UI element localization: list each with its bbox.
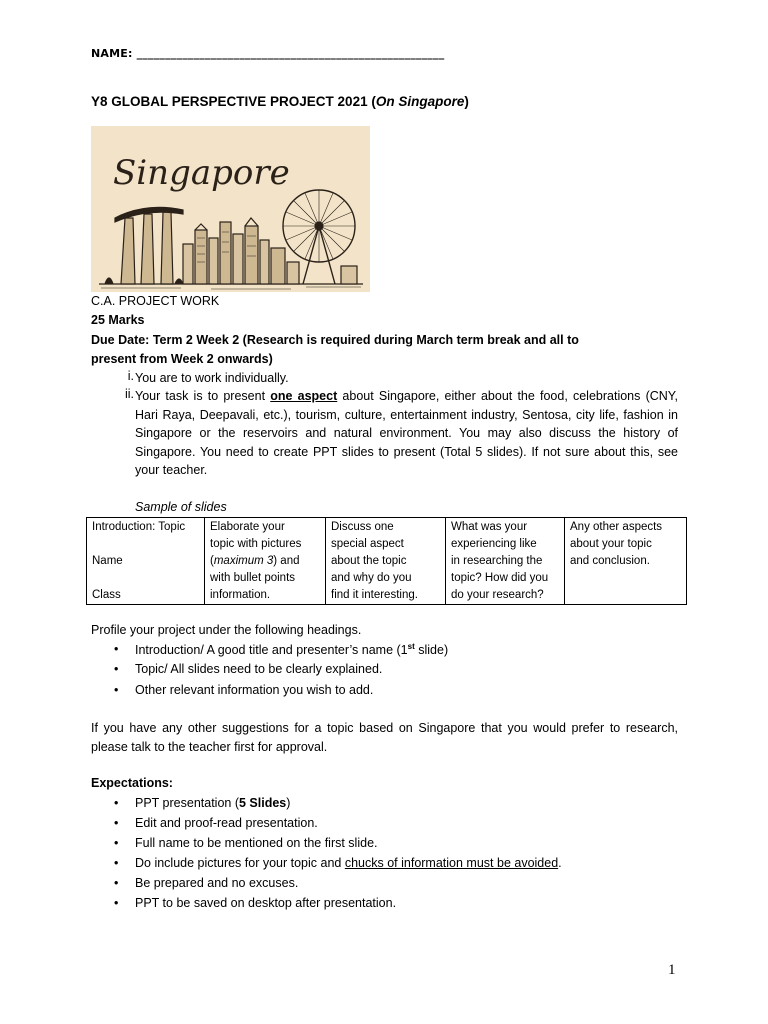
cell-fragment: (	[210, 555, 214, 567]
bullet-icon: •	[114, 856, 119, 870]
table-cell-elaborate	[205, 518, 326, 605]
instruction-number: i.	[127, 369, 134, 383]
cell-line: about the topic	[331, 555, 407, 567]
cell-line: Class	[92, 589, 121, 601]
title-main: Y8 GLOBAL PERSPECTIVE PROJECT 2021 (	[91, 94, 376, 109]
bullet-icon: •	[114, 816, 119, 830]
sample-slides-table	[86, 517, 687, 605]
due-date	[91, 331, 678, 368]
cell-spacer	[92, 536, 199, 553]
due-date-line1: Due Date: Term 2 Week 2 (Research is required during March term break and all to	[91, 333, 579, 347]
profile-item-text: Introduction/ A good title and presenter’s name (1	[135, 643, 408, 658]
name-field-label: NAME: ______________________________________________________	[91, 47, 445, 60]
cell-line: in researching the	[451, 555, 543, 567]
page-title	[91, 94, 469, 109]
marks-label: 25 Marks	[91, 313, 145, 327]
cell-line: find it interesting.	[331, 589, 418, 601]
cell-line: experiencing like	[451, 538, 537, 550]
cell-line: Introduction: Topic	[92, 521, 186, 533]
expectation-underlined: chucks of information must be avoided	[344, 856, 559, 870]
expectation-item: PPT to be saved on desktop after presentation.	[135, 896, 397, 910]
banner-word: Singapore	[113, 153, 290, 193]
suggestion-paragraph: If you have any other suggestions for a topic based on Singapore that you would prefer to research, please talk to the teacher first for approval.	[91, 721, 678, 754]
cell-line: Elaborate your	[210, 521, 285, 533]
profile-item: Topic/ All slides need to be clearly explained.	[135, 662, 383, 676]
expectation-item	[135, 856, 562, 870]
bullet-icon: •	[114, 876, 119, 890]
bullet-icon: •	[114, 836, 119, 850]
profile-item	[135, 642, 448, 657]
expectation-text: Do include pictures for your topic and	[135, 856, 345, 870]
superscript: st	[407, 642, 415, 651]
expectation-item: Edit and proof-read presentation.	[135, 816, 318, 830]
expectation-text: .	[558, 856, 562, 870]
cell-line: about your topic	[570, 538, 652, 550]
cell-line: Discuss one	[331, 521, 394, 533]
cell-italic: maximum 3	[213, 555, 274, 567]
task-post: about Singapore, either about the food, celebrations (CNY, Hari Raya, Deepavali, etc.), tourism, culture, entertainment industry, Sentosa, city life, fashion in Singapore or the reservoirs and natural environment. You may also discuss the history of Singapore. You need to create PPT slides to present (Total 5 slides). If not sure about this, see your teacher.	[135, 389, 678, 477]
expectations-heading: Expectations:	[91, 776, 173, 790]
task-pre: Your task is to present	[135, 389, 271, 403]
due-date-line2: present from Week 2 onwards)	[91, 351, 273, 366]
title-italic: On Singapore	[375, 94, 465, 109]
instruction-task	[135, 387, 678, 480]
table-cell-introduction	[87, 518, 205, 605]
cell-line: Name	[92, 555, 123, 567]
bullet-icon: •	[114, 662, 119, 676]
instruction-number: ii.	[124, 387, 134, 401]
ca-project-label: C.A. PROJECT WORK	[91, 294, 220, 308]
expectation-bold: 5 Slides	[239, 796, 287, 810]
cell-line: and why do you	[331, 572, 412, 584]
expectation-item: Be prepared and no excuses.	[135, 876, 299, 890]
cell-line: Any other aspects	[570, 521, 663, 533]
cell-line: special aspect	[331, 538, 404, 550]
cell-line: topic? How did you	[451, 572, 549, 584]
expectation-item	[135, 796, 290, 810]
profile-intro: Profile your project under the following headings.	[91, 623, 362, 637]
expectation-text: )	[286, 796, 291, 810]
table-cell-research	[446, 518, 565, 605]
one-aspect-emphasis: one aspect	[270, 389, 338, 403]
profile-item: Other relevant information you wish to add.	[135, 683, 374, 697]
cell-fragment: ) and	[273, 555, 300, 567]
bullet-icon: •	[114, 642, 119, 656]
title-end: )	[464, 94, 469, 109]
instruction-text: You are to work individually.	[135, 371, 289, 385]
expectation-item: Full name to be mentioned on the first slide.	[135, 836, 378, 850]
cell-spacer	[92, 570, 199, 587]
table-cell-conclusion	[565, 518, 687, 605]
cell-line: topic with pictures	[210, 538, 302, 550]
expectation-text: PPT presentation (	[135, 796, 239, 810]
skyline-illustration	[91, 126, 370, 292]
cell-line: What was your	[451, 521, 528, 533]
singapore-skyline-image	[91, 126, 370, 292]
cell-line	[210, 553, 320, 570]
cell-line: and conclusion.	[570, 555, 650, 567]
skyline-drawing	[99, 190, 363, 289]
sample-caption: Sample of slides	[135, 500, 227, 514]
cell-line: do your research?	[451, 589, 544, 601]
bullet-icon: •	[114, 796, 119, 810]
cell-line: with bullet points	[210, 572, 296, 584]
cell-line: information.	[210, 589, 271, 601]
bullet-icon: •	[114, 683, 119, 697]
table-cell-discuss	[326, 518, 446, 605]
page-number: 1	[668, 962, 676, 978]
profile-item-text: slide)	[414, 643, 449, 658]
bullet-icon: •	[114, 896, 119, 910]
table-row	[87, 518, 687, 605]
